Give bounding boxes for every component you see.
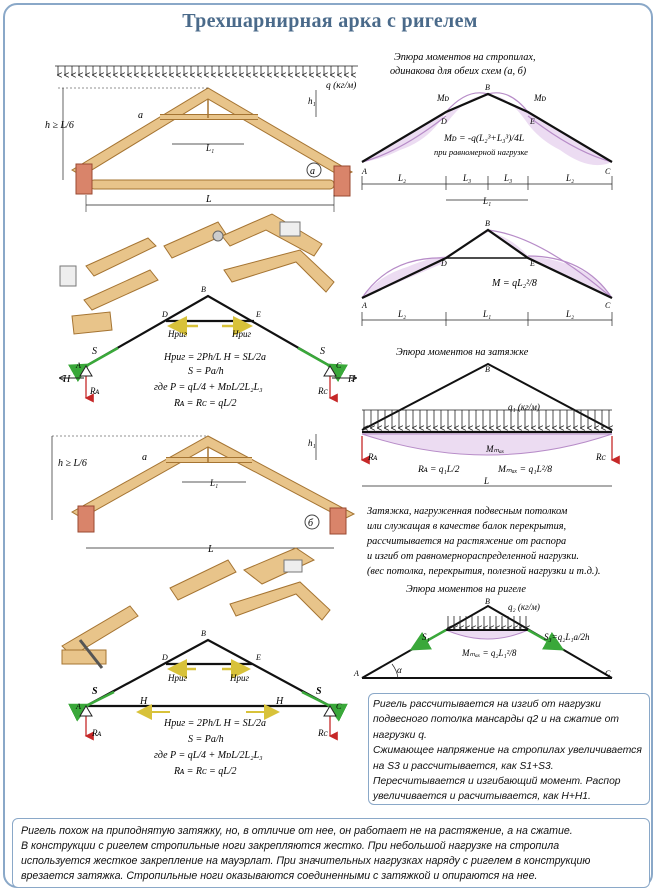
bottom-note-1: Ригель похож на приподнятую затяжку, но, в отличие от нее, он работает не на растяжение, а на сжатие.	[21, 825, 573, 837]
RA-a: Rᴀ	[90, 386, 100, 396]
page-title: Трехшарнирная арка с ригелем	[182, 10, 478, 32]
RA-formula: Rᴀ = q₁L/2	[418, 465, 460, 475]
pt-E-r2: E	[530, 259, 535, 268]
crossbar-note-2: подвесного потолка мансарды q2 и на сжатие от	[373, 714, 619, 726]
RC-b: Rᴄ	[318, 728, 328, 738]
pt-D-b: D	[162, 653, 168, 662]
crossbar-note-5: на S3 и рассчитывается, как S1+S3.	[373, 760, 554, 772]
bottom-note-4: врезается затяжка. Стропильные ноги оказываются соединенными с затяжкой и опираются на нее.	[21, 870, 538, 882]
Mmax-formula: Mₘₐₓ = q₁L²/8	[498, 465, 553, 475]
caption-moment-crossbar: Эпюра моментов на ригеле	[406, 584, 527, 595]
bottom-note-2: В конструкции с ригелем стропильные ноги закрепляются жестко. При небольшой нагрузке на стропила	[21, 840, 560, 852]
hrig-left-b: Hриг	[168, 673, 188, 683]
pt-D-r2: D	[441, 259, 447, 268]
crossbar-note-7: увеличивается и расчитывается, как H+H1.	[373, 791, 591, 803]
L1-dim-label-b: L₁	[210, 478, 219, 488]
formula-b-1: Hриг = 2Ph/L H = SL/2a	[164, 718, 266, 729]
a-dim-label-b: a	[142, 452, 147, 463]
pt-D-r1: D	[441, 117, 447, 126]
crossbar-note-box	[368, 693, 650, 805]
H-right-a: H	[348, 374, 356, 385]
RA-b: Rᴀ	[92, 728, 102, 738]
S1-label: S₁	[422, 632, 430, 642]
crossbar-note-1: Ригель рассчитывается на изгиб от нагрузки	[373, 699, 601, 710]
pt-B-r1: B	[485, 83, 490, 92]
pt-C-r1: C	[605, 167, 611, 176]
H-left-a: H	[63, 374, 71, 385]
moment-diagram-tie	[362, 364, 612, 486]
L-dim-label: L	[206, 194, 212, 205]
hrig-right-a: Hриг	[232, 329, 252, 339]
alpha-label: α	[397, 665, 402, 675]
pt-E-b: E	[256, 653, 261, 662]
scheme-b-roof	[52, 434, 354, 555]
scheme-a-roof	[45, 66, 358, 212]
pt-B-tie: B	[485, 365, 490, 374]
a-dim-label: a	[138, 110, 143, 121]
pt-B-a: B	[201, 285, 206, 294]
S-right-a: S	[320, 346, 325, 357]
L3-left-r1: L₃	[463, 173, 472, 183]
L2-left-r1: L₂	[398, 173, 407, 183]
H-right-b: H	[276, 696, 284, 707]
caption-moment-rafters-1: Эпюра моментов на стропилах,	[394, 52, 536, 63]
q2-load-label: q₂ (кг/м)	[508, 602, 540, 612]
h1-dim-label-b: h₁	[308, 438, 316, 448]
moment-diagram-rafters-2	[362, 230, 612, 298]
joint-illustrations-b	[62, 548, 330, 668]
hrig-right-b: Hриг	[230, 673, 250, 683]
h-dim-label: h ≥ L/6	[45, 120, 74, 131]
bottom-note-box	[12, 818, 650, 888]
formula-a-2: S = Pa/h	[188, 366, 224, 377]
pt-E-a: E	[256, 310, 261, 319]
h-dim-label-b: h ≥ L/6	[58, 458, 87, 469]
tie-note-2: или служащая в качестве балок перекрытия,	[367, 521, 567, 532]
formula-a-1: Hриг = 2Ph/L H = SL/2a	[164, 352, 266, 363]
q1-load-label: q₁ (кг/м)	[508, 402, 540, 412]
S3-label: S₃=q₂L₁a/2h	[544, 632, 590, 642]
pt-A-a: A	[76, 361, 81, 370]
Mmax-crossbar: Mₘₐₓ = q₂L₁²/8	[462, 648, 517, 658]
pt-C-a: C	[336, 361, 342, 370]
tie-note-4: и изгиб от равномернораспределенной нагрузки.	[367, 551, 579, 562]
tie-note	[366, 506, 601, 577]
scheme-b-label: б	[308, 518, 314, 529]
L2-right-r1: L₂	[566, 173, 575, 183]
pt-A-b: A	[76, 702, 81, 711]
L2-right-r2: L₂	[566, 309, 575, 319]
joint-illustrations-a	[60, 214, 334, 334]
pt-A-r1: A	[362, 167, 367, 176]
pt-D-a: D	[162, 310, 168, 319]
MD-right: Mᴅ	[534, 93, 547, 103]
tie-note-5: (вес потолка, перекрытия, полезной нагрузки и т.д.).	[367, 566, 601, 577]
tie-note-1: Затяжка, нагруженная подвесным потолком	[367, 506, 568, 517]
S-left-b: S	[92, 686, 98, 697]
hrig-left-a: Hриг	[168, 329, 188, 339]
L-dim-label-b: L	[208, 544, 214, 555]
S-left-a: S	[92, 346, 97, 357]
pt-A-cb: A	[354, 669, 359, 678]
RA-tie: Rᴀ	[368, 452, 378, 462]
pt-C-cb: C	[605, 669, 611, 678]
caption-moment-tie: Эпюра моментов на затяжке	[396, 347, 529, 358]
pt-C-r2: C	[605, 301, 611, 310]
MD-left: Mᴅ	[437, 93, 450, 103]
pt-B-b: B	[201, 629, 206, 638]
formula-a-3: где P = qL/4 + MᴅL/2L₂L₃	[154, 382, 263, 393]
formula-b-2: S = Pa/h	[188, 734, 224, 745]
tie-note-3: рассчитывается на растяжение от распора	[367, 536, 567, 547]
L1-dim-label: L₁	[206, 143, 215, 153]
crossbar-note-6: Пересчитывается и изгибающий момент. Распор	[373, 776, 621, 788]
crossbar-note-3: нагрузки q.	[373, 729, 427, 741]
pt-A-r2: A	[362, 301, 367, 310]
MD-formula: Mᴅ = -q(L₂³+L₃³)/4L	[444, 134, 525, 144]
L3-right-r1: L₃	[504, 173, 513, 183]
pt-B-r2: B	[485, 219, 490, 228]
bottom-note-3: используется жесткое закрепление на мауэрлат. При значительных нагрузках наряду с ригелем в конструкцию	[21, 855, 591, 867]
pt-E-r1: E	[530, 117, 535, 126]
crossbar-note-4: Сжимающее напряжение на стропилах увеличивается	[373, 745, 642, 757]
pt-B-cb: B	[485, 597, 490, 606]
formula-b-4: Rᴀ = Rᴄ = qL/2	[174, 766, 237, 777]
L1-r1: L₁	[483, 196, 492, 206]
scheme-a-label: а	[310, 166, 315, 177]
caption-moment-rafters-2: одинакова для обеих схем (а, б)	[390, 66, 527, 77]
L-tie: L	[484, 476, 490, 486]
M-formula: M = qL₂²/8	[492, 278, 537, 289]
Mmax-tie: Mₘₐₓ	[486, 444, 505, 454]
MD-note: при равномерной нагрузке	[434, 147, 528, 157]
RC-a: Rᴄ	[318, 386, 328, 396]
RC-tie: Rᴄ	[596, 452, 606, 462]
h1-dim-label: h₁	[308, 96, 316, 106]
L1-r2: L₁	[483, 309, 492, 319]
L2-left-r2: L₂	[398, 309, 407, 319]
q-load-label: q (кг/м)	[326, 81, 357, 91]
formula-a-4: Rᴀ = Rᴄ = qL/2	[174, 398, 237, 409]
H-left-b: H	[140, 696, 148, 707]
formula-b-3: где P = qL/4 + MᴅL/2L₂L₃	[154, 750, 263, 761]
S-right-b: S	[316, 686, 322, 697]
pt-C-b: C	[336, 702, 342, 711]
